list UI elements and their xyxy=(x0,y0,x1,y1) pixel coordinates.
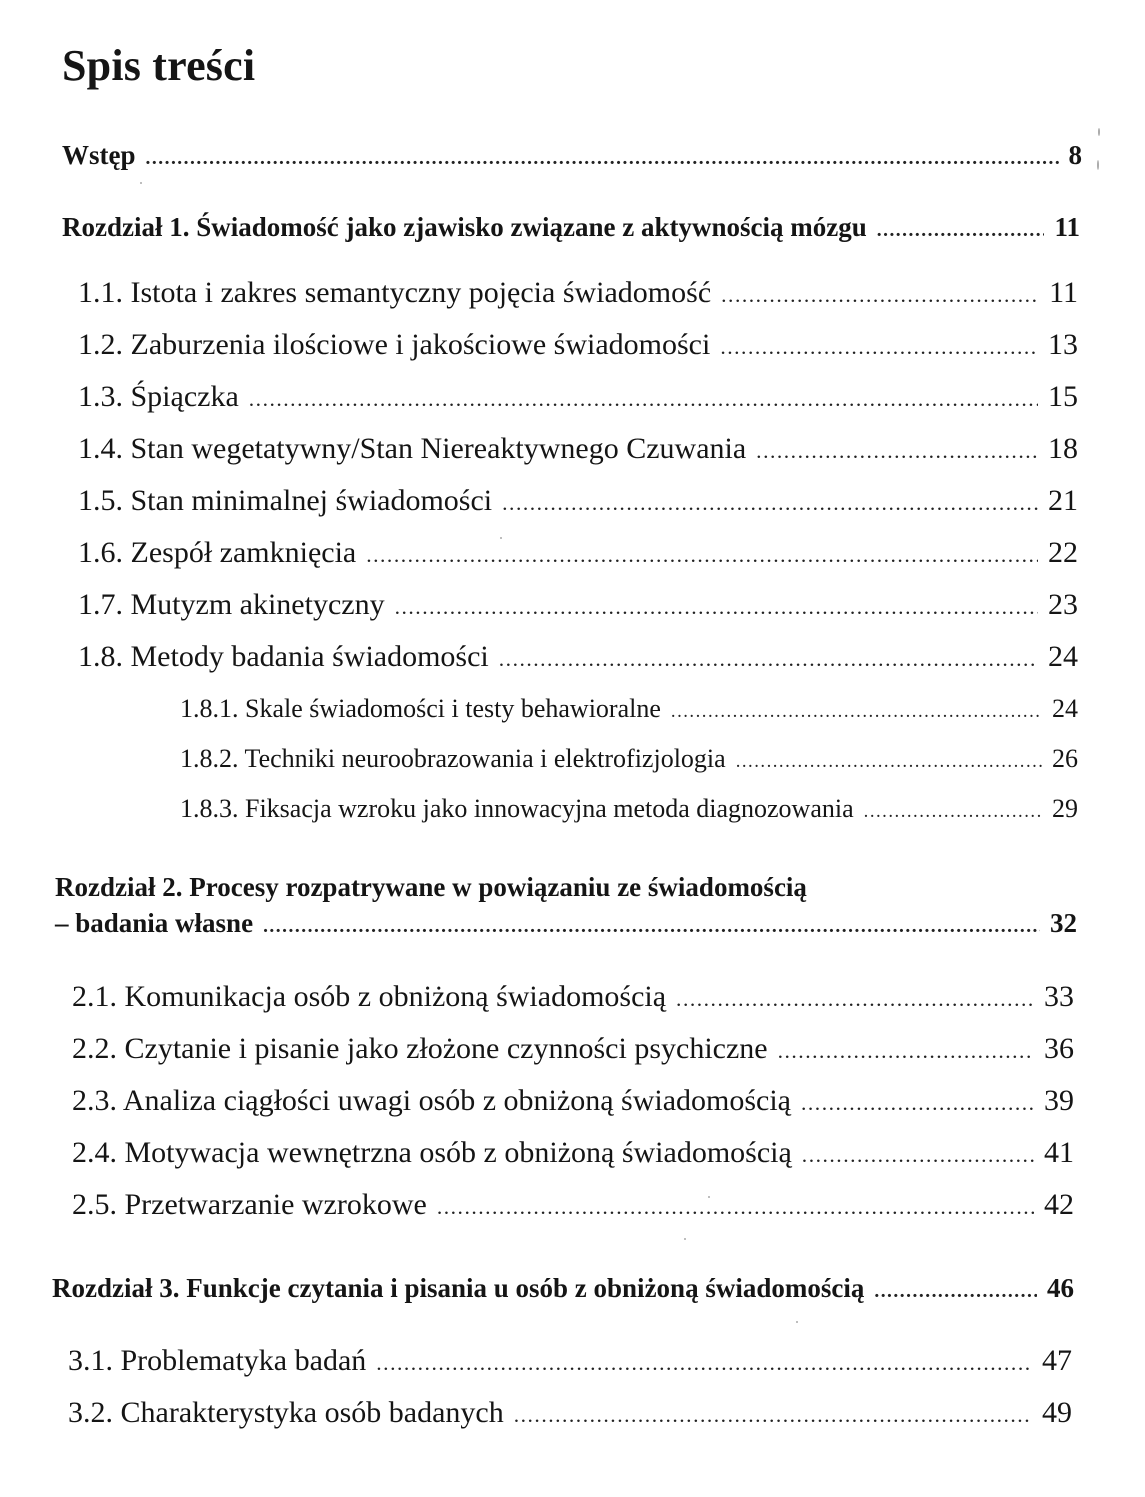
toc-entry-label: 3.2. Charakterystyka osób badanych xyxy=(68,1396,504,1429)
dot-leader xyxy=(366,543,1038,568)
toc-entry-label: 1.8. Metody badania świadomości xyxy=(78,640,489,673)
toc-page-number: 15 xyxy=(1048,380,1078,413)
toc-page-number: 26 xyxy=(1052,744,1078,773)
toc-entry-label: – badania własne xyxy=(55,908,254,938)
toc-entry-chapter-2-line1[interactable]: Rozdział 2. Procesy rozpatrywane w powiązaniu ze świadomością xyxy=(55,872,807,902)
toc-entry-label: 1.8.2. Techniki neuroobrazowania i elektrofizjologia xyxy=(180,744,726,773)
toc-page-number: 24 xyxy=(1052,694,1078,723)
toc-entry-label: Rozdział 3. Funkcje czytania i pisania u osób z obniżoną świadomością xyxy=(52,1273,865,1303)
toc-entry-label: 1.8.3. Fiksacja wzroku jako innowacyjna metoda diagnozowania xyxy=(180,794,854,823)
toc-entry-section-1-7[interactable] xyxy=(78,588,1078,622)
toc-entry-label: 2.5. Przetwarzanie wzrokowe xyxy=(72,1188,427,1221)
dot-leader xyxy=(877,220,1045,242)
dot-leader xyxy=(720,335,1038,360)
toc-page-number: 46 xyxy=(1047,1273,1074,1303)
toc-entry-section-2-4[interactable] xyxy=(72,1136,1074,1170)
scan-speck xyxy=(796,1321,798,1323)
toc-page-number: 49 xyxy=(1042,1396,1072,1429)
scan-speck xyxy=(1098,128,1100,136)
toc-entry-subsection-1-8-3[interactable] xyxy=(180,794,1078,824)
toc-page-number: 36 xyxy=(1044,1032,1074,1065)
toc-page-number: 24 xyxy=(1048,640,1078,673)
toc-entry-section-3-1[interactable] xyxy=(68,1344,1072,1378)
dot-leader xyxy=(376,1351,1032,1376)
toc-entry-section-1-6[interactable] xyxy=(78,536,1078,570)
scan-speck xyxy=(500,537,502,539)
dot-leader xyxy=(514,1403,1032,1428)
toc-entry-label: 1.4. Stan wegetatywny/Stan Niereaktywnego Czuwania xyxy=(78,432,747,465)
toc-entry-label: 2.4. Motywacja wewnętrzna osób z obniżoną świadomością xyxy=(72,1136,792,1169)
scan-speck xyxy=(684,1238,686,1240)
dot-leader xyxy=(864,801,1042,823)
toc-entry-label: 1.2. Zaburzenia ilościowe i jakościowe świadomości xyxy=(78,328,711,361)
toc-entry-label: 1.3. Śpiączka xyxy=(78,380,239,413)
toc-entry-section-1-5[interactable] xyxy=(78,484,1078,518)
scan-speck xyxy=(708,1196,710,1198)
toc-page-number: 13 xyxy=(1048,328,1078,361)
toc-page-number: 47 xyxy=(1042,1344,1072,1377)
toc-entry-section-3-2[interactable] xyxy=(68,1396,1072,1430)
toc-entry-section-1-4[interactable] xyxy=(78,432,1078,466)
toc-page-number: 21 xyxy=(1048,484,1078,517)
toc-page-number: 11 xyxy=(1049,276,1078,309)
dot-leader xyxy=(801,1091,1034,1116)
dot-leader xyxy=(502,491,1038,516)
toc-entry-section-2-2[interactable] xyxy=(72,1032,1074,1066)
toc-page-number: 18 xyxy=(1048,432,1078,465)
toc-entry-section-1-3[interactable] xyxy=(78,380,1078,414)
toc-page-number: 8 xyxy=(1068,140,1082,170)
toc-page-number: 41 xyxy=(1044,1136,1074,1169)
toc-entry-section-1-1[interactable] xyxy=(78,276,1078,310)
dot-leader xyxy=(671,701,1042,723)
toc-entry-section-2-1[interactable] xyxy=(72,980,1074,1014)
dot-leader xyxy=(756,439,1038,464)
dot-leader xyxy=(778,1039,1034,1064)
toc-page-number: 29 xyxy=(1052,794,1078,823)
dot-leader xyxy=(802,1143,1034,1168)
toc-entry-label: 1.5. Stan minimalnej świadomości xyxy=(78,484,493,517)
toc-entry-label: 2.2. Czytanie i pisanie jako złożone czynności psychiczne xyxy=(72,1032,768,1065)
toc-page-number: 42 xyxy=(1044,1188,1074,1221)
toc-entry-label: 2.3. Analiza ciągłości uwagi osób z obniżoną świadomością xyxy=(72,1084,791,1117)
toc-entry-section-2-3[interactable] xyxy=(72,1084,1074,1118)
page-title: Spis treści xyxy=(62,41,256,90)
dot-leader xyxy=(249,387,1038,412)
toc-entry-label: 2.1. Komunikacja osób z obniżoną świadomością xyxy=(72,980,667,1013)
toc-entry-subsection-1-8-2[interactable] xyxy=(180,744,1078,774)
toc-entry-label: 3.1. Problematyka badań xyxy=(68,1344,367,1377)
toc-entry-chapter-1[interactable] xyxy=(62,212,1080,243)
dot-leader xyxy=(874,1281,1037,1303)
toc-page-number: 33 xyxy=(1044,980,1074,1013)
dot-leader xyxy=(499,647,1038,672)
toc-entry-section-1-2[interactable] xyxy=(78,328,1078,362)
dot-leader xyxy=(721,283,1039,308)
toc-entry-section-2-5[interactable] xyxy=(72,1188,1074,1222)
toc-entry-label: 1.6. Zespół zamknięcia xyxy=(78,536,357,569)
toc-entry-intro[interactable] xyxy=(62,140,1082,171)
toc-page-number: 39 xyxy=(1044,1084,1074,1117)
dot-leader xyxy=(736,751,1042,773)
scan-speck xyxy=(140,182,142,184)
dot-leader xyxy=(395,595,1038,620)
dot-leader xyxy=(146,148,1059,170)
scan-speck xyxy=(1097,160,1099,170)
toc-entry-label: 1.7. Mutyzm akinetyczny xyxy=(78,588,385,621)
toc-page-number: 22 xyxy=(1048,536,1078,569)
toc-page-number: 11 xyxy=(1054,212,1080,242)
toc-page-number: 23 xyxy=(1048,588,1078,621)
toc-entry-chapter-2[interactable] xyxy=(55,908,1077,939)
toc-entry-chapter-3[interactable] xyxy=(52,1273,1074,1304)
dot-leader xyxy=(437,1195,1034,1220)
toc-entry-label: 1.1. Istota i zakres semantyczny pojęcia świadomość xyxy=(78,276,712,309)
toc-entry-label: Wstęp xyxy=(62,140,136,170)
dot-leader xyxy=(676,987,1034,1012)
toc-entry-subsection-1-8-1[interactable] xyxy=(180,694,1078,724)
toc-entry-label: Rozdział 1. Świadomość jako zjawisko związane z aktywnością mózgu xyxy=(62,212,867,242)
toc-entry-section-1-8[interactable] xyxy=(78,640,1078,674)
dot-leader xyxy=(263,916,1040,938)
toc-page-number: 32 xyxy=(1050,908,1077,938)
toc-entry-label: 1.8.1. Skale świadomości i testy behawioralne xyxy=(180,694,661,723)
